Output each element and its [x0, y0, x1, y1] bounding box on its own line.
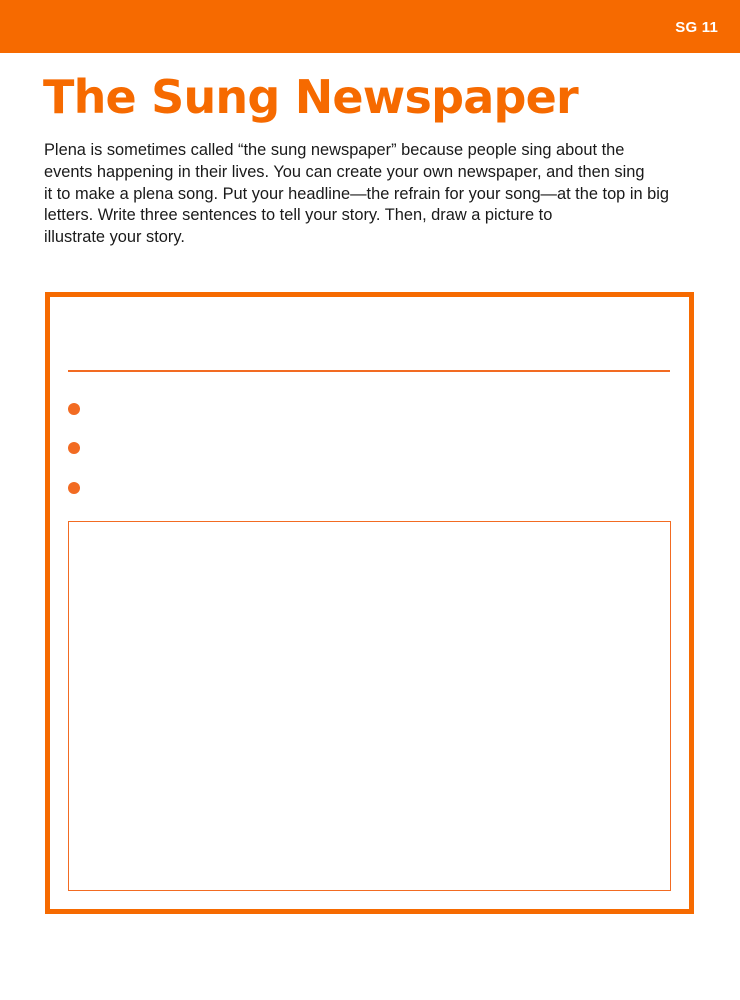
page-label: SG 11 — [675, 19, 718, 36]
sentence-bullet-2[interactable] — [68, 442, 80, 454]
page-title: The Sung Newspaper — [43, 70, 578, 124]
instructions-line: events happening in their lives. You can create your own newspaper, and then sing — [44, 162, 645, 181]
instructions-line: Plena is sometimes called “the sung newspaper” because people sing about the — [44, 141, 625, 159]
headline-write-line[interactable] — [68, 370, 670, 372]
instructions-line: illustrate your story. — [44, 228, 185, 247]
top-banner — [0, 0, 740, 53]
instructions-line: it to make a plena song. Put your headline—the refrain for your song—at the top in big — [44, 184, 670, 203]
instructions-line: letters. Write three sentences to tell your story. Then, draw a picture to — [44, 206, 553, 225]
sentence-bullet-1[interactable] — [68, 403, 80, 415]
instructions-paragraph — [44, 140, 714, 249]
sentence-bullet-3[interactable] — [68, 482, 80, 494]
drawing-area[interactable] — [68, 521, 671, 891]
